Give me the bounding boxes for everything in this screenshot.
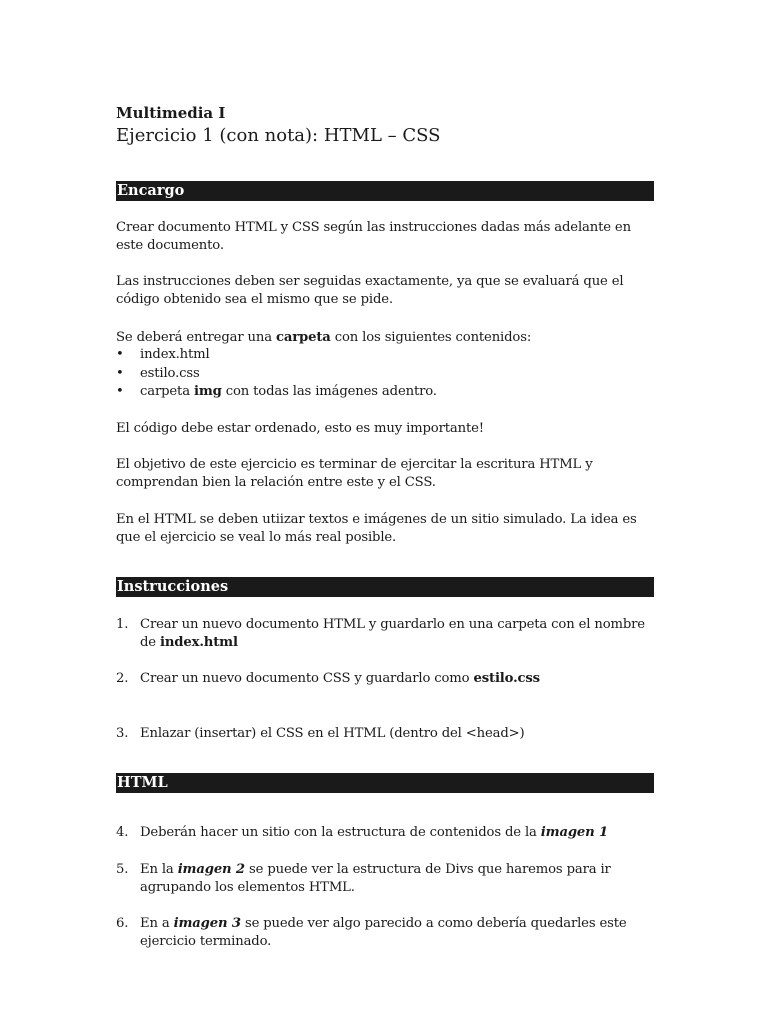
- html-item: [116, 824, 656, 842]
- item-text-bold-italic: imagen 3: [173, 916, 241, 931]
- instruction-item: [116, 725, 656, 743]
- list-item-text: con todas las imágenes adentro.: [221, 384, 437, 399]
- encargo-paragraph-4: El código debe estar ordenado, esto es muy importante!: [116, 421, 484, 436]
- item-text: [116, 824, 656, 842]
- item-number: 2.: [116, 671, 129, 686]
- item-number: 6.: [116, 916, 129, 931]
- item-number: 3.: [116, 726, 129, 741]
- paragraph-text: Se deberá entregar una: [116, 330, 276, 345]
- paragraph-text: con los siguientes contenidos:: [330, 330, 532, 345]
- encargo-paragraph-3: [116, 329, 656, 347]
- document-page: [116, 104, 656, 949]
- item-text-bold: index.html: [160, 635, 238, 650]
- item-text: [116, 861, 656, 897]
- item-text-bold: estilo.css: [473, 671, 540, 686]
- instruction-item: [116, 670, 656, 688]
- list-item: [116, 365, 656, 384]
- bold-term-img: img: [193, 384, 222, 399]
- list-item-text: index.html: [140, 347, 210, 362]
- encargo-paragraph-6: En el HTML se deben utiizar textos e imágenes de un sitio simulado. La idea es que el ejercicio se veal lo más real posible.: [116, 512, 637, 545]
- item-number: 5.: [116, 862, 129, 877]
- item-text-plain: En la: [140, 862, 178, 877]
- item-text: [116, 915, 656, 951]
- section-header-encargo: Encargo: [116, 181, 654, 201]
- item-text-plain: se puede ver algo parecido a como debería quedarles este ejercicio terminado.: [140, 916, 627, 949]
- item-text-bold-italic: imagen 1: [540, 825, 609, 840]
- item-text-plain: se puede ver la estructura de Divs que haremos para ir agrupando los elementos HTML.: [140, 862, 611, 895]
- section-header-instrucciones: Instrucciones: [116, 577, 654, 597]
- list-item-text: carpeta: [140, 384, 194, 399]
- item-text-plain: Crear un nuevo documento HTML y guardarlo en una carpeta con el nombre de: [140, 617, 645, 650]
- list-item: [116, 346, 656, 365]
- bullet-icon: •: [116, 365, 124, 381]
- section-header-html: HTML: [116, 773, 654, 793]
- item-text-plain: Crear un nuevo documento CSS y guardarlo como: [140, 671, 474, 686]
- item-number: 1.: [116, 617, 129, 632]
- item-text-bold-italic: imagen 2: [177, 862, 245, 877]
- deliverables-list: [116, 346, 656, 402]
- item-text: [116, 670, 656, 688]
- item-number: 4.: [116, 825, 129, 840]
- list-item: [116, 383, 656, 402]
- html-item: [116, 915, 656, 951]
- html-item: [116, 861, 656, 897]
- bullet-icon: •: [116, 384, 124, 399]
- encargo-paragraph-1: Crear documento HTML y CSS según las instrucciones dadas más adelante en este documento.: [116, 220, 631, 253]
- instruction-item: [116, 616, 656, 652]
- list-item-text: estilo.css: [140, 365, 200, 381]
- bullet-icon: •: [116, 347, 124, 362]
- item-text: [116, 616, 656, 652]
- bold-term-carpeta: carpeta: [275, 330, 331, 345]
- item-text: Enlazar (insertar) el CSS en el HTML (dentro del <head>): [140, 726, 525, 741]
- item-text-plain: En a: [140, 916, 174, 931]
- encargo-paragraph-2: Las instrucciones deben ser seguidas exactamente, ya que se evaluará que el código obtenido sea el mismo que se pide.: [116, 274, 624, 307]
- encargo-paragraph-5: El objetivo de este ejercicio es terminar de ejercitar la escritura HTML y comprendan bien la relación entre este y el CSS.: [116, 457, 593, 490]
- course-title: Multimedia I: [116, 104, 226, 122]
- item-text-plain: Deberán hacer un sitio con la estructura de contenidos de la: [140, 825, 541, 840]
- document-title: Ejercicio 1 (con nota): HTML – CSS: [116, 125, 441, 146]
